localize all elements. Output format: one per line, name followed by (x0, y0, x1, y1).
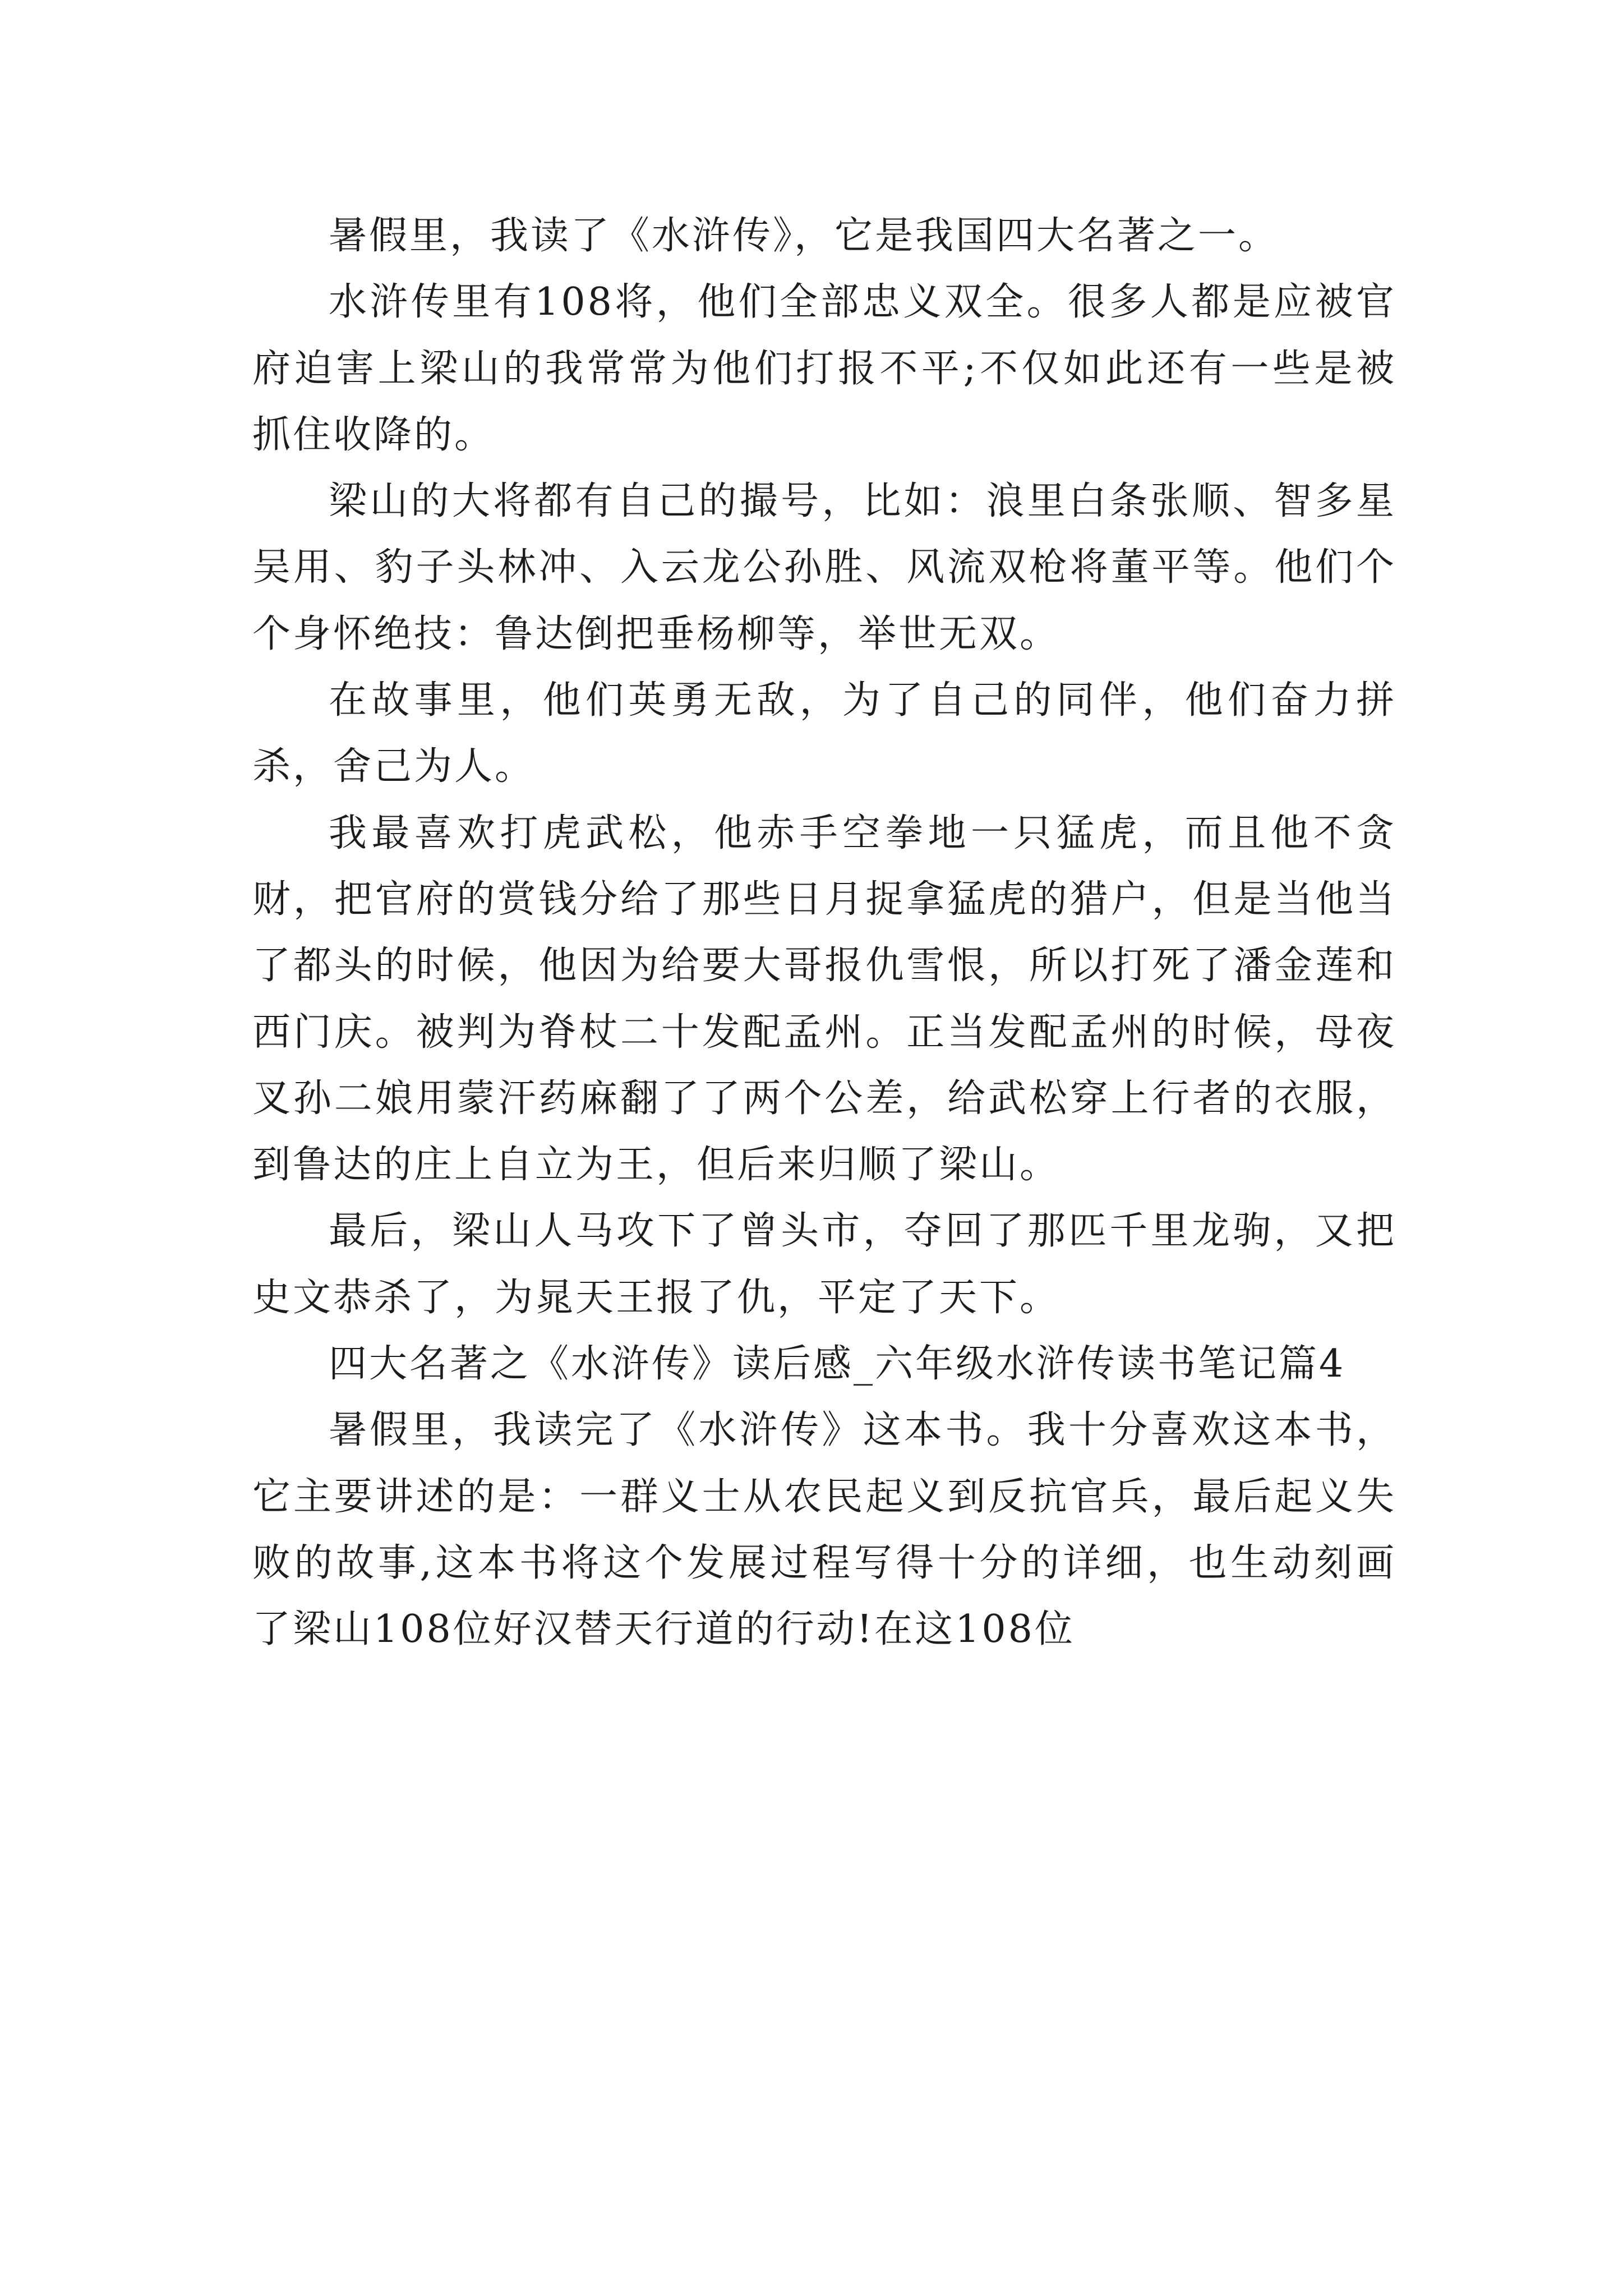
paragraph-3: 梁山的大将都有自己的撮号，比如：浪里白条张顺、智多星吴用、豹子头林冲、入云龙公孙胜、风流双枪将董平等。他们个个身怀绝技：鲁达倒把垂杨柳等，举世无双。 (252, 479, 1396, 656)
paragraph-6: 最后，梁山人马攻下了曾头市，夺回了那匹千里龙驹，又把史文恭杀了，为晁天王报了仇，平定了天下。 (252, 1209, 1396, 1320)
paragraph-5: 我最喜欢打虎武松，他赤手空拳地一只猛虎，而且他不贪财，把官府的赏钱分给了那些日月捉拿猛虎的猎户，但是当他当了都头的时候，他因为给要大哥报仇雪恨，所以打死了潘金莲和西门庆。被判为脊杖二十发配孟州。正当发配孟州的时候，母夜叉孙二娘用蒙汗药麻翻了了两个公差，给武松穿上行者的衣服，到鲁达的庄上自立为王，但后来归顺了梁山。 (252, 811, 1396, 1188)
paragraph-1: 暑假里，我读了《水浒传》，它是我国四大名著之一。 (329, 214, 1279, 258)
document-body (252, 203, 1396, 1663)
paragraph-4: 在故事里，他们英勇无敌，为了自己的同伴，他们奋力拼杀，舍己为人。 (252, 678, 1396, 789)
paragraph-2: 水浒传里有108将，他们全部忠义双全。很多人都是应被官府迫害上梁山的我常常为他们打报不平;不仅如此还有一些是被抓住收降的。 (252, 280, 1396, 457)
paragraph-7: 暑假里，我读完了《水浒传》这本书。我十分喜欢这本书，它主要讲述的是：一群义士从农民起义到反抗官兵，最后起义失败的故事,这本书将这个发展过程写得十分的详细，也生动刻画了梁山108位好汉替天行道的行动!在这108位 (252, 1408, 1396, 1652)
section-heading: 四大名著之《水浒传》读后感_六年级水浒传读书笔记篇4 (329, 1342, 1346, 1387)
